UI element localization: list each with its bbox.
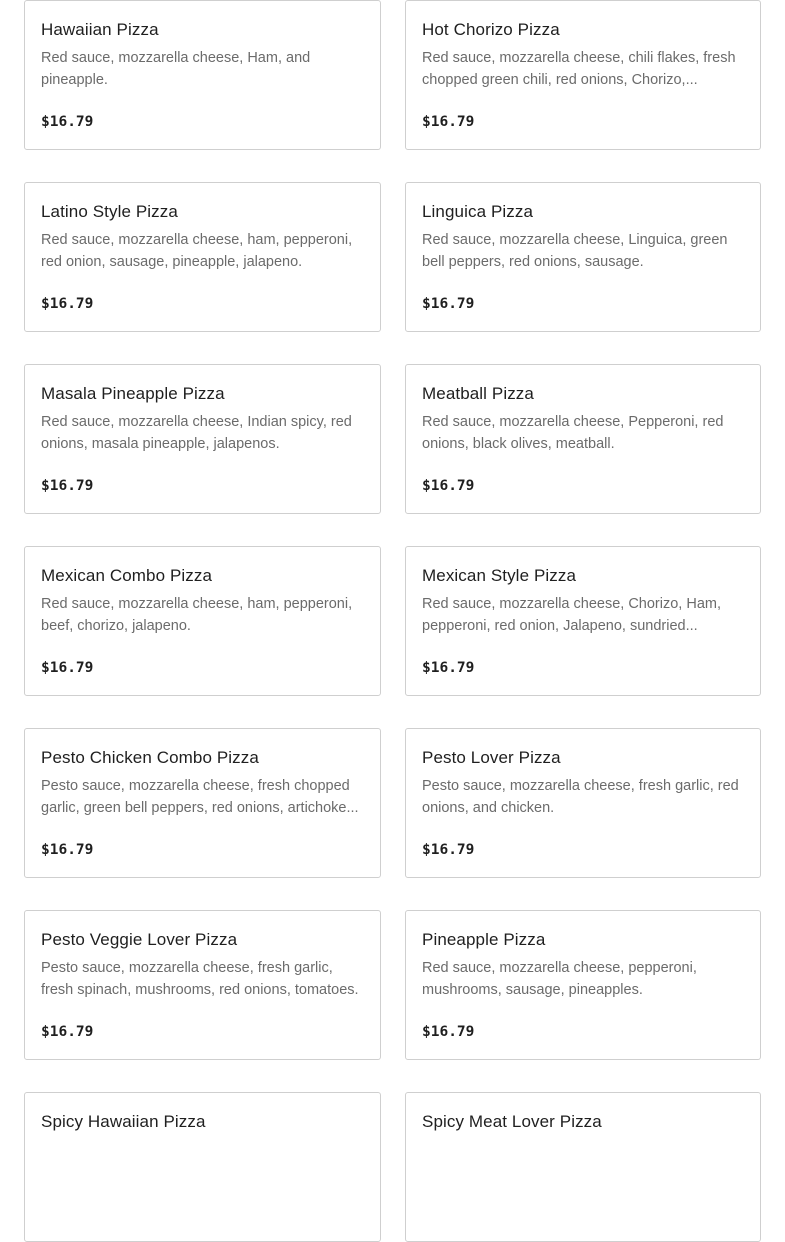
menu-item-price: $16.79	[41, 114, 94, 130]
menu-item-description: Red sauce, mozzarella cheese, Indian spicy, red onions, masala pineapple, jalapenos.	[41, 414, 352, 452]
menu-item-name: Hawaiian Pizza	[41, 20, 159, 39]
menu-item-description: Pesto sauce, mozzarella cheese, fresh garlic, red onions, and chicken.	[422, 778, 739, 816]
menu-item-description: Red sauce, mozzarella cheese, Chorizo, Ham, pepperoni, red onion, Jalapeno, sundried...	[422, 596, 721, 634]
menu-item-price: $16.79	[422, 660, 475, 676]
menu-item-price: $16.79	[41, 1024, 94, 1040]
menu-item-name: Meatball Pizza	[422, 384, 534, 403]
menu-item-card[interactable]	[405, 0, 761, 150]
menu-item-price: $16.79	[41, 478, 94, 494]
menu-item-name: Latino Style Pizza	[41, 202, 178, 221]
menu-item-name: Pesto Chicken Combo Pizza	[41, 748, 259, 767]
menu-item-card[interactable]	[405, 728, 761, 878]
menu-item-name: Mexican Style Pizza	[422, 566, 577, 585]
menu-item-card[interactable]	[24, 182, 381, 332]
menu-item-description: Red sauce, mozzarella cheese, Linguica, green bell peppers, red onions, sausage.	[422, 232, 728, 270]
menu-item-price: $16.79	[422, 296, 475, 312]
menu-item-description: Pesto sauce, mozzarella cheese, fresh garlic, fresh spinach, mushrooms, red onions, tomatoes.	[41, 960, 359, 998]
menu-item-price: $16.79	[41, 296, 94, 312]
menu-item-description: Pesto sauce, mozzarella cheese, fresh chopped garlic, green bell peppers, red onions, artichoke...	[41, 778, 359, 816]
menu-item-card[interactable]	[405, 364, 761, 514]
menu-item-name: Linguica Pizza	[422, 202, 534, 221]
menu-item-card[interactable]	[24, 910, 381, 1060]
menu-item-description: Red sauce, mozzarella cheese, Ham, and pineapple.	[41, 50, 311, 88]
menu-item-card[interactable]	[24, 1092, 381, 1242]
menu-item-name: Mexican Combo Pizza	[41, 566, 213, 585]
menu-item-price: $16.79	[422, 1024, 475, 1040]
menu-item-description: Red sauce, mozzarella cheese, ham, pepperoni, red onion, sausage, pineapple, jalapeno.	[41, 232, 353, 270]
menu-item-name: Spicy Hawaiian Pizza	[41, 1112, 206, 1131]
menu-item-card[interactable]	[24, 364, 381, 514]
menu-item-card[interactable]	[405, 910, 761, 1060]
menu-item-name: Pineapple Pizza	[422, 930, 546, 949]
menu-item-name: Pesto Lover Pizza	[422, 748, 561, 767]
menu-item-card[interactable]	[24, 0, 381, 150]
menu-item-card[interactable]	[405, 1092, 761, 1242]
menu-item-name: Spicy Meat Lover Pizza	[422, 1112, 602, 1131]
menu-item-card[interactable]	[24, 546, 381, 696]
menu-item-name: Hot Chorizo Pizza	[422, 20, 560, 39]
menu-item-price: $16.79	[422, 114, 475, 130]
menu-item-description: Red sauce, mozzarella cheese, ham, pepperoni, beef, chorizo, jalapeno.	[41, 596, 353, 634]
menu-item-price: $16.79	[422, 478, 475, 494]
menu-item-name: Masala Pineapple Pizza	[41, 384, 225, 403]
menu-item-card[interactable]	[405, 546, 761, 696]
menu-item-name: Pesto Veggie Lover Pizza	[41, 930, 238, 949]
menu-item-price: $16.79	[41, 660, 94, 676]
menu-item-price: $16.79	[422, 842, 475, 858]
menu-item-card[interactable]	[24, 728, 381, 878]
menu-items-grid	[24, 0, 761, 1242]
menu-item-description: Red sauce, mozzarella cheese, chili flakes, fresh chopped green chili, red onions, Chorizo,...	[422, 50, 736, 88]
menu-item-price: $16.79	[41, 842, 94, 858]
menu-item-card[interactable]	[405, 182, 761, 332]
menu-item-description: Red sauce, mozzarella cheese, Pepperoni, red onions, black olives, meatball.	[422, 414, 724, 452]
menu-item-description: Red sauce, mozzarella cheese, pepperoni, mushrooms, sausage, pineapples.	[422, 960, 697, 998]
